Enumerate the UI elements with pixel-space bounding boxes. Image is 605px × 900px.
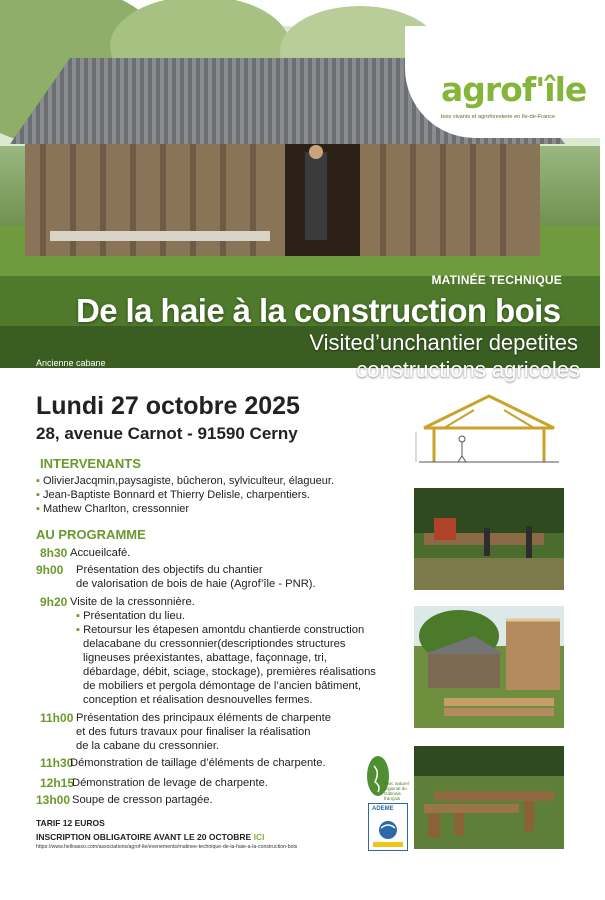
program-time-1: 8h30 — [40, 546, 68, 560]
event-date: Lundi 27 octobre 2025 — [36, 392, 300, 420]
framework-drawing — [414, 390, 564, 468]
program-sub-line: ligneuses préexistantes, abattage, façonnage, tri, — [83, 652, 327, 664]
program-time-3: 9h20 — [40, 595, 68, 609]
program-sub-line: de mobiliers et pergola démontage de l’ancien bâtiment, — [83, 680, 361, 692]
event-address: 28, avenue Carnot - 91590 Cerny — [36, 424, 298, 443]
program-time-6: 12h15 — [40, 776, 75, 790]
program-item-4b: et des futurs travaux pour finaliser la réalisation — [76, 726, 311, 738]
program-item-3: Visite de la cressonnière. — [70, 596, 195, 608]
agrofile-logo: agrof'île — [441, 70, 587, 109]
program-time-2: 9h00 — [36, 563, 64, 577]
program-sub-line: delacabane du cressonnier(descriptiondes structures — [83, 638, 346, 650]
program-heading: AU PROGRAMME — [36, 527, 146, 542]
hero-subtitle-line2: constructions agricoles — [356, 357, 580, 382]
photo-sawmill — [414, 488, 564, 590]
program-time-4: 11h00 — [40, 711, 74, 725]
program-time-5: 11h30 — [40, 756, 74, 770]
hero-banner — [0, 26, 600, 382]
speaker-item: ▪ Jean-Baptiste Bonnard et Thierry Delisle, charpentiers. — [36, 489, 310, 501]
speaker-item: ▪ OlivierJacqmin,paysagiste, bûcheron, sylviculteur, élagueur. — [36, 475, 335, 487]
program-time-7: 13h00 — [36, 793, 71, 807]
price-label: TARIF 12 EUROS — [36, 818, 105, 828]
program-sub-line: débardage, débit, sciage, stockage), premières réalisations — [83, 666, 376, 678]
hero-subtitle-line1: Visited’unchantier depetites — [309, 330, 578, 355]
program-item-4c: de la cabane du cressonnier. — [76, 740, 220, 752]
program-item-7: Soupe de cresson partagée. — [72, 794, 213, 806]
hero-kicker: MATINÉE TECHNIQUE — [431, 273, 562, 287]
parc-logo-text: Parc naturel régional du Gâtinais français — [384, 781, 409, 801]
program-item-5: Démonstration de taillage d’éléments de charpente. — [70, 757, 326, 769]
registration-link[interactable]: ICI — [253, 832, 265, 842]
logo-tagline: bois vivants et agroforesterie en Ile-de-France — [441, 114, 556, 120]
photo-wooden-bench — [414, 746, 564, 849]
speaker-item: ▪ Mathew Charlton, cressonnier — [36, 503, 190, 515]
program-sub-line: conception et réalisation desnouvelles fermes. — [83, 694, 313, 706]
photo-new-cabin — [414, 606, 564, 728]
program-sub-item: ▪ Retoursur les étapesen amontdu chantierde construction — [76, 624, 365, 636]
program-item-6: Démonstration de levage de charpente. — [72, 777, 268, 789]
ademe-label: ADEME — [372, 806, 394, 812]
hero-title: De la haie à la construction bois — [76, 292, 561, 329]
program-item-1: Accueilcafé. — [70, 547, 131, 559]
registration-notice: INSCRIPTION OBLIGATOIRE AVANT LE 20 OCTOBRE ICI — [36, 832, 265, 842]
photo-caption: Ancienne cabane à reconstruire — [36, 358, 106, 378]
program-item-2a: Présentation des objectifs du chantier — [76, 564, 263, 576]
program-item-2b: de valorisation de bois de haie (Agrof’île - PNR). — [76, 578, 316, 590]
registration-url[interactable]: https://www.helloasso.com/associations/agrof-ile/evenements/matinee-technique-de-la-haie-a-la-construction-bois — [36, 844, 298, 850]
program-item-4a: Présentation des principaux éléments de charpente — [76, 712, 331, 724]
speakers-heading: INTERVENANTS — [40, 456, 141, 471]
program-sub-item: ▪ Présentation du lieu. — [76, 610, 186, 622]
